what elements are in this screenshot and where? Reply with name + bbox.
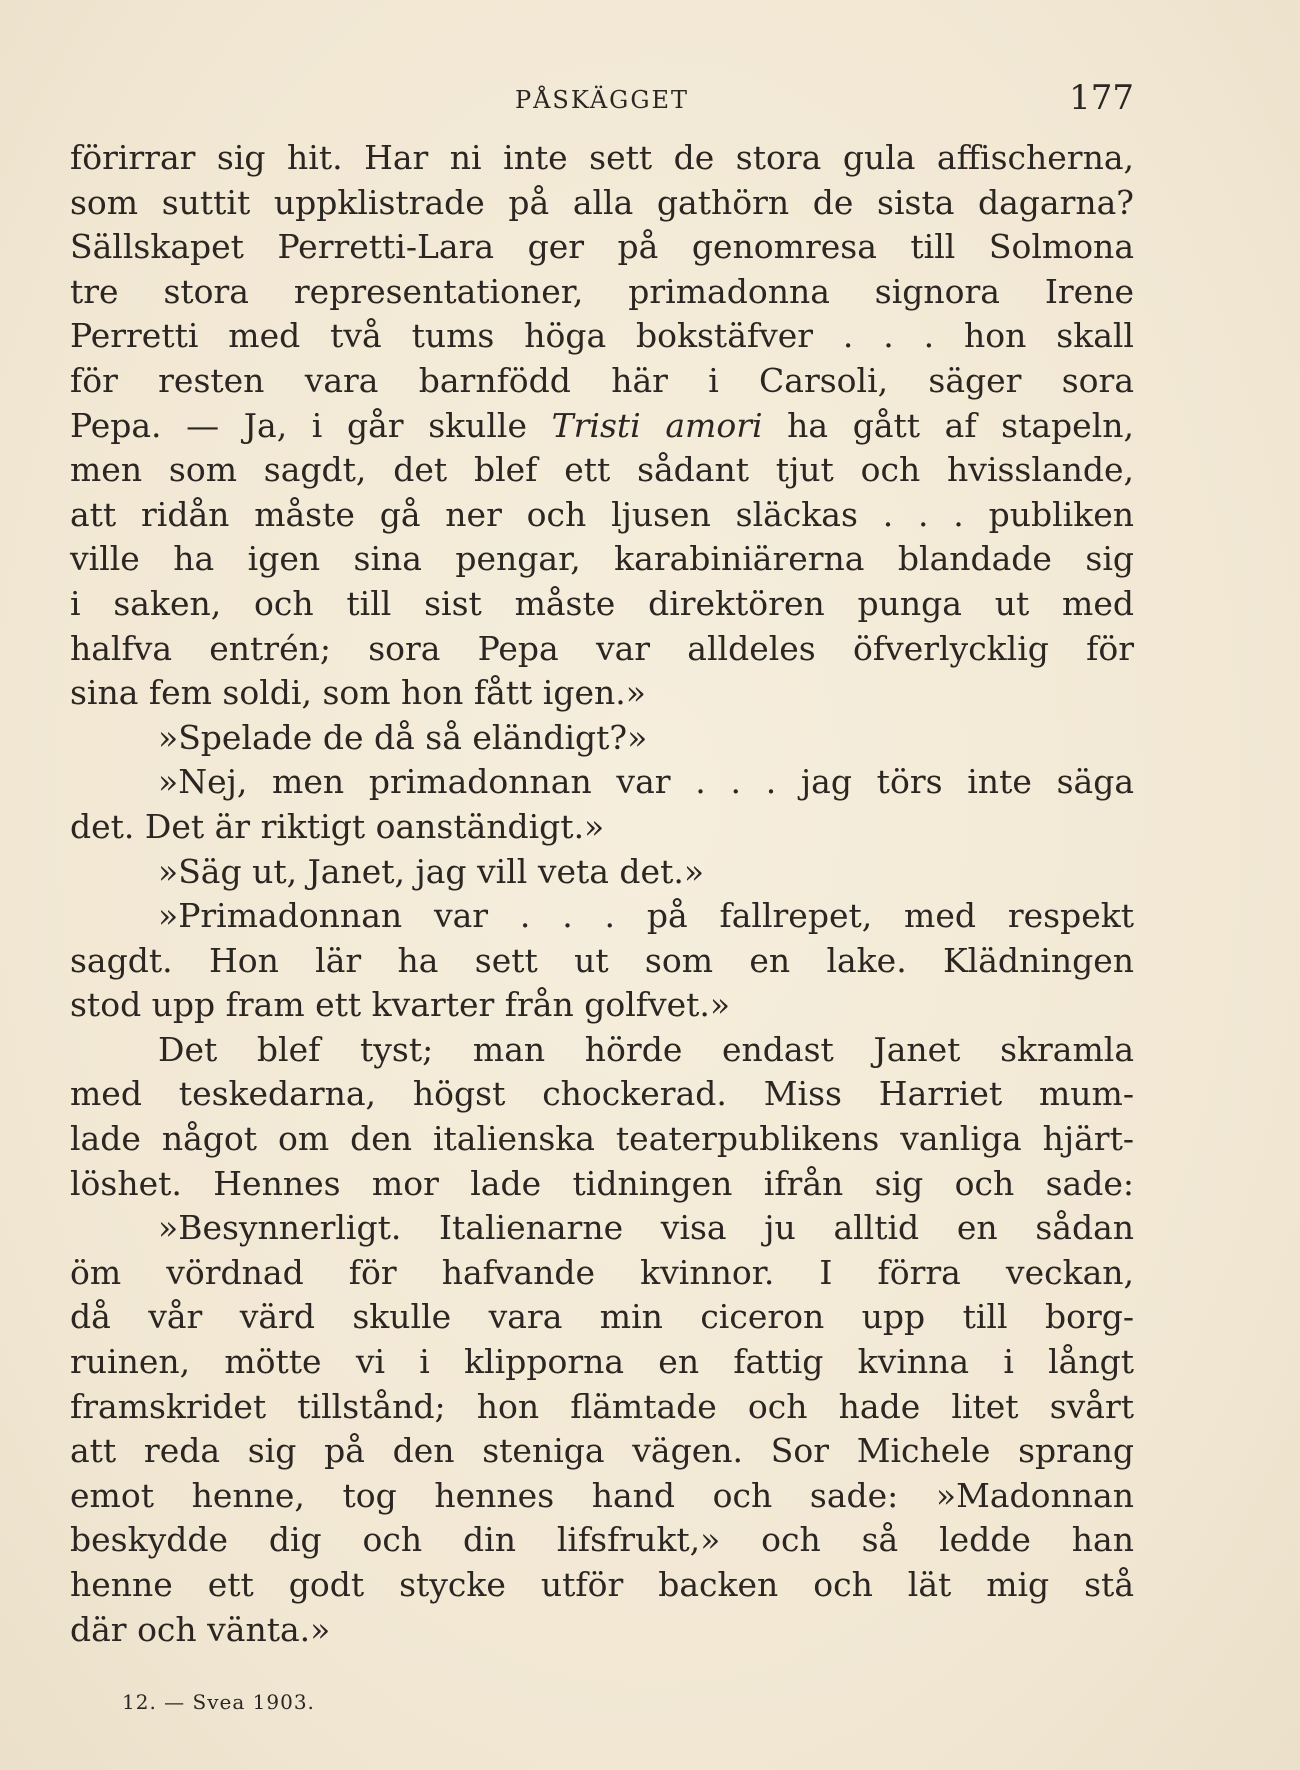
text-line: tre stora representationer, primadonna signora Irene bbox=[70, 271, 1134, 311]
text-line: beskydde dig och din lifsfrukt,» och så ledde han bbox=[70, 1520, 1134, 1560]
text-line: med teskedarna, högst chockerad. Miss Harriet mum- bbox=[70, 1074, 1134, 1114]
text-segment: ha gått af stapeln, bbox=[762, 405, 1134, 445]
text-line: »Nej, men primadonnan var . . . jag törs inte säga bbox=[158, 762, 1134, 802]
italic-title: Tristi amori bbox=[551, 405, 763, 445]
text-line: i saken, och till sist måste direktören punga ut med bbox=[70, 583, 1134, 623]
text-line: men som sagdt, det blef ett sådant tjut och hvisslande, bbox=[70, 450, 1134, 490]
text-line: stod upp fram ett kvarter från golfvet.» bbox=[70, 985, 731, 1025]
text-line: emot henne, tog hennes hand och sade: »Madonnan bbox=[70, 1475, 1134, 1515]
text-line: Perretti med två tums höga bokstäfver . . . hon skall bbox=[70, 316, 1134, 356]
text-line: framskridet tillstånd; hon flämtade och hade litet svårt bbox=[70, 1386, 1134, 1426]
body-text bbox=[70, 136, 1134, 1652]
text-line: då vår värd skulle vara min ciceron upp till borg- bbox=[70, 1297, 1134, 1337]
text-segment: Pepa. — Ja, i går skulle bbox=[70, 405, 552, 445]
text-line: halfva entrén; sora Pepa var alldeles öfverlycklig för bbox=[70, 628, 1134, 668]
text-line: sagdt. Hon lär ha sett ut som en lake. Klädningen bbox=[70, 940, 1134, 980]
text-line: »Spelade de då så eländigt?» bbox=[158, 717, 648, 757]
text-line: att reda sig på den steniga vägen. Sor Michele sprang bbox=[70, 1431, 1134, 1471]
text-line: lade något om den italienska teaterpublikens vanliga hjärt- bbox=[70, 1119, 1134, 1159]
text-line: det. Det är riktigt oanständigt.» bbox=[70, 806, 605, 846]
text-line: »Säg ut, Janet, jag vill veta det.» bbox=[158, 851, 705, 891]
text-line: för resten vara barnfödd här i Carsoli, säger sora bbox=[70, 360, 1134, 400]
signature-mark: 12. — Svea 1903. bbox=[122, 1690, 315, 1714]
text-line: att ridån måste gå ner och ljusen släckas . . . publiken bbox=[70, 494, 1134, 534]
text-line: »Primadonnan var . . . på fallrepet, med respekt bbox=[158, 896, 1134, 936]
text-line: som suttit uppklistrade på alla gathörn de sista dagarna? bbox=[70, 182, 1134, 222]
text-line: löshet. Hennes mor lade tidningen ifrån sig och sade: bbox=[70, 1163, 1134, 1203]
text-line: där och vänta.» bbox=[70, 1609, 331, 1649]
text-line: förirrar sig hit. Har ni inte sett de stora gula affischerna, bbox=[70, 138, 1134, 177]
text-line bbox=[70, 404, 1134, 449]
text-line: sina fem soldi, som hon fått igen.» bbox=[70, 673, 646, 713]
text-line: »Besynnerligt. Italienarne visa ju alltid en sådan bbox=[158, 1208, 1134, 1248]
chapter-title: PÅSKÄGGET bbox=[514, 86, 690, 114]
text-line: ville ha igen sina pengar, karabiniärerna blandade sig bbox=[70, 539, 1134, 579]
text-line: ruinen, mötte vi i klipporna en fattig kvinna i långt bbox=[70, 1342, 1134, 1382]
page-number: 177 bbox=[1069, 78, 1134, 118]
text-line: öm vördnad för hafvande kvinnor. I förra veckan, bbox=[70, 1252, 1134, 1292]
text-line: Det blef tyst; man hörde endast Janet skramla bbox=[158, 1029, 1134, 1069]
text-line: henne ett godt stycke utför backen och lät mig stå bbox=[70, 1565, 1134, 1604]
text-line: Sällskapet Perretti-Lara ger på genomresa till Solmona bbox=[70, 227, 1134, 267]
running-header bbox=[70, 78, 1134, 118]
